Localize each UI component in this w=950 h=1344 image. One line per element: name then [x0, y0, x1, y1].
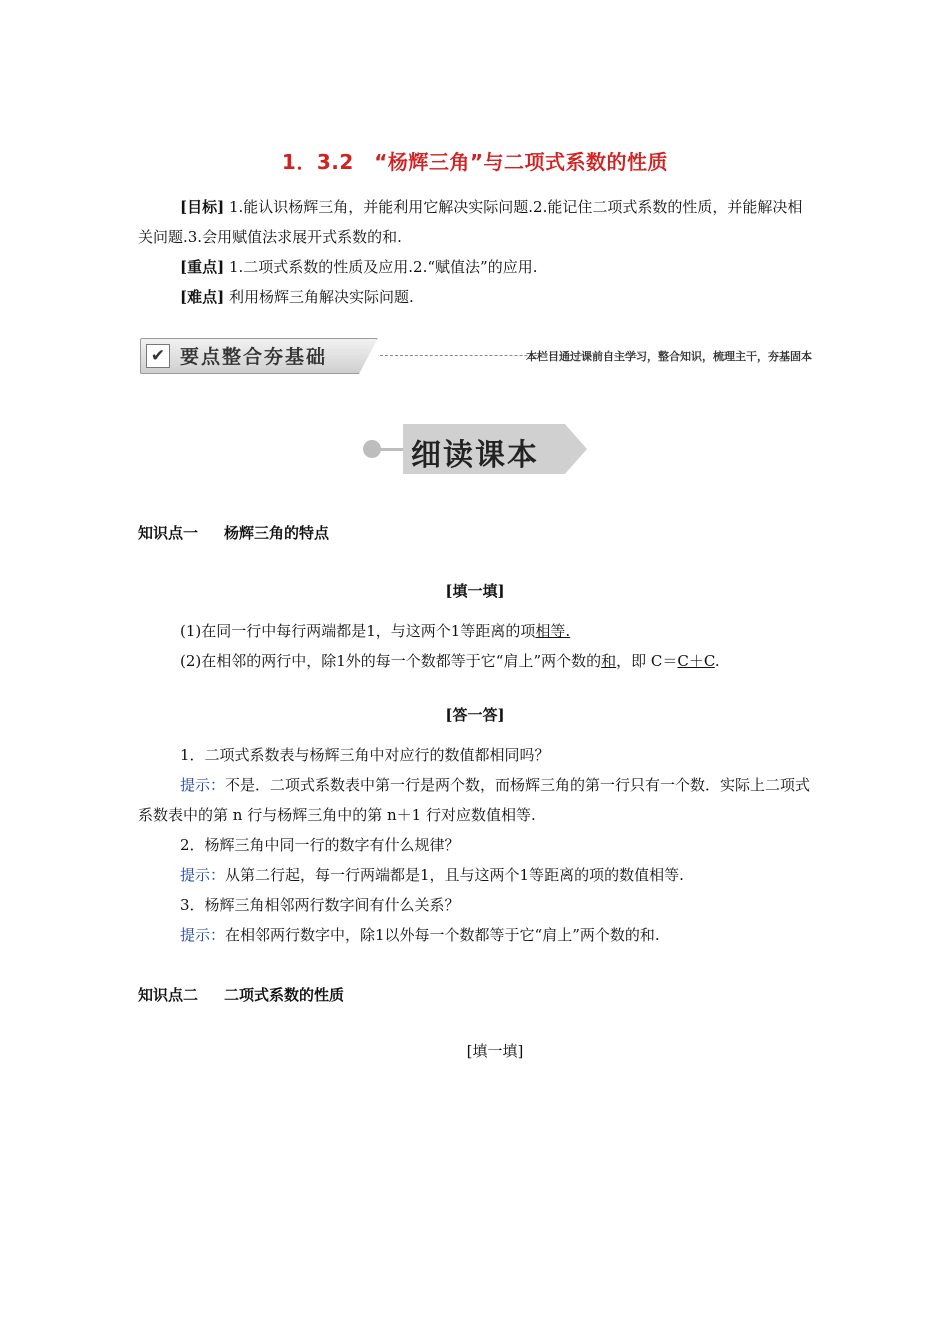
question-1: 1．二项式系数表与杨辉三角中对应行的数值都相同吗？ [180, 746, 550, 764]
fill-label-2: [填一填] [466, 1042, 524, 1060]
difficulty-paragraph [138, 282, 814, 312]
kp1-label: 知识点一 [138, 524, 199, 542]
hint-label-3: 提示： [180, 926, 226, 944]
hint-label-2: 提示： [180, 866, 226, 884]
knowledge-point-2 [138, 984, 344, 1005]
answer-label: [答一答] [445, 706, 505, 724]
knowledge-point-1 [138, 522, 329, 543]
answer-3 [138, 920, 814, 950]
answer-3-text: 在相邻两行数字中，除1以外每一个数都等于它“肩上”两个数的和. [225, 926, 660, 944]
goal-text: 1.能认识杨辉三角，并能利用它解决实际问题.2.能记住二项式系数的性质，并能解决相关问题.3.会用赋值法求展开式系数的和. [138, 198, 803, 246]
fill1-line1-answer: 相等. [535, 622, 571, 640]
difficulty-text: 利用杨辉三角解决实际问题. [224, 288, 414, 306]
fill1-line2-mid: ，即 C＝ [616, 652, 678, 670]
fill1-line1 [138, 616, 814, 646]
fill1-line2-end: . [714, 652, 720, 670]
difficulty-tag: [难点] [180, 288, 225, 306]
fill1-line2-answer2: C＋C [677, 652, 715, 670]
kp1-title: 杨辉三角的特点 [224, 524, 330, 542]
answer-1-text: 不是．二项式系数表中第一行是两个数，而杨辉三角的第一行只有一个数．实际上二项式系数表中的第 n 行与杨辉三角中的第 n＋1 行对应数值相等. [138, 776, 811, 824]
focus-paragraph [138, 252, 814, 282]
section-heading-text: 细读课本 [411, 438, 539, 473]
section-banner [140, 338, 812, 374]
kp2-title: 二项式系数的性质 [224, 986, 345, 1004]
question-3: 3．杨辉三角相邻两行数字间有什么关系？ [180, 896, 460, 914]
goal-tag: [目标] [180, 198, 225, 216]
banner-label: 要点整合夯基础 [180, 346, 328, 368]
question-2: 2．杨辉三角中同一行的数字有什么规律？ [180, 836, 460, 854]
focus-tag: [重点] [180, 258, 225, 276]
fill1-line1-text: (1)在同一行中每行两端都是1，与这两个1等距离的项 [180, 622, 536, 640]
focus-text: 1.二项式系数的性质及应用.2.“赋值法”的应用. [224, 258, 538, 276]
checkmark-icon: ✔ [146, 344, 170, 368]
kp2-label: 知识点二 [138, 986, 199, 1004]
fill1-line2-answer: 和 [601, 652, 617, 670]
fill1-line2-text: (2)在相邻的两行中，除1外的每一个数都等于它“肩上”两个数的 [180, 652, 602, 670]
answer-1 [138, 770, 814, 830]
banner-note: 本栏目通过课前自主学习，整合知识，梳理主干，夯基固本 [526, 350, 812, 363]
answer-2 [138, 860, 814, 890]
section-heading [363, 424, 587, 474]
fill1-line2 [138, 646, 814, 676]
answer-2-text: 从第二行起，每一行两端都是1，且与这两个1等距离的项的数值相等. [225, 866, 684, 884]
page-title: 1．3.2 “杨辉三角”与二项式系数的性质 [281, 150, 669, 174]
hint-label-1: 提示： [180, 776, 226, 794]
fill-label-1: [填一填] [445, 582, 505, 600]
goal-paragraph [138, 192, 814, 252]
